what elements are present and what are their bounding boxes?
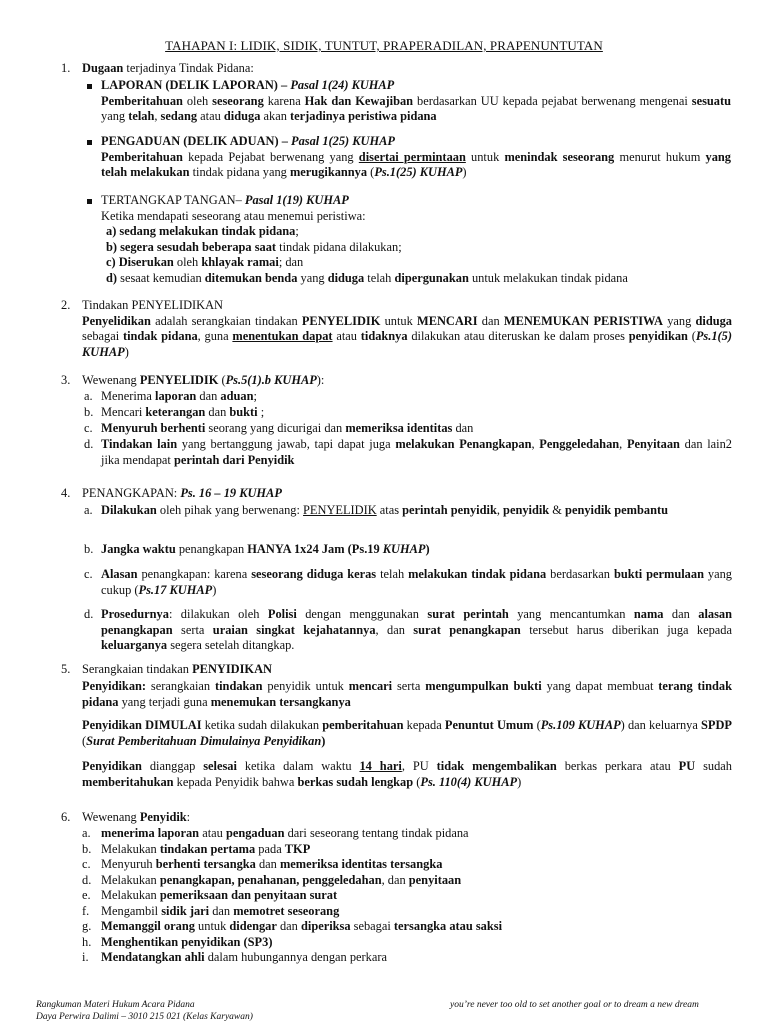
bullet-icon [87,140,92,145]
list-item-text: Melakukan tindakan pertama pada TKP [101,841,311,856]
section-2-text: Penyelidikan adalah serangkaian tindakan PENYELIDIK untuk MENCARI dan MENEMUKAN PERISTIWA yang diduga sebagai tindak pidana, guna menentukan dapat atau tidaknya dilakukan atau diteruskan ke dalam proses penyidikan (Ps.1(5) KUHAP) [82,313,733,359]
list-item-text: Melakukan penangkapan, penahanan, penggeledahan, dan penyitaan [101,872,462,887]
tertangkap-a: a) sedang melakukan tindak pidana; [106,224,299,238]
list-item [82,935,732,951]
pengaduan-block [101,134,731,181]
bullet-icon [87,84,92,89]
list-item [82,842,732,858]
pengaduan-heading: PENGADUAN (DELIK ADUAN) – Pasal 1(25) KUHAP [101,134,395,148]
list-label: b. [84,405,94,419]
list-item-text: Menghentikan penyidikan (SP3) [101,934,273,949]
list-item [82,826,732,842]
section-4-item-c: Alasan penangkapan: karena seseorang diduga keras telah melakukan tindak pidana berdasarkan bukti permulaan yang cukup (Ps.17 KUHAP) [101,567,733,597]
tertangkap-d: d) sesaat kemudian ditemukan benda yang diduga telah dipergunakan untuk melakukan tindak pidana [106,270,628,285]
section-2-number: 2. [61,298,71,312]
section-5-para-3: Penyidikan dianggap selesai ketika dalam waktu 14 hari, PU tidak mengembalikan berkas perkara atau PU sudah memberitahukan kepada Penyidik bahwa berkas sudah lengkap (Ps. 110(4) KUHAP) [82,759,732,789]
list-item [82,950,732,966]
tertangkap-block [101,193,731,286]
list-label: a. [84,503,93,517]
list-label: c. [84,421,93,435]
section-3-item-b: Mencari keterangan dan bukti ; [101,405,265,419]
list-item-text: Mengambil sidik jari dan memotret seseorang [101,903,340,918]
list-label: e. [82,888,91,902]
list-item [82,857,732,873]
section-2 [82,298,732,360]
bullet-icon [87,199,92,204]
list-label: f. [82,903,90,918]
laporan-text: Pemberitahuan oleh seseorang karena Hak dan Kewajiban berdasarkan UU kepada pejabat berwenang mengenai sesuatu yang telah, sedang atau diduga akan terjadinya peristiwa pidana [101,93,731,123]
tertangkap-c: c) Diserukan oleh khlayak ramai; dan [106,255,304,269]
section-6-list [82,826,732,966]
footer-quote: you’re never too old to set another goal or to dream a new dream [450,1000,699,1010]
tertangkap-intro: Ketika mendapati seseorang atau menemui peristiwa: [101,208,366,223]
laporan-heading: LAPORAN (DELIK LAPORAN) – Pasal 1(24) KUHAP [101,78,395,92]
section-3-heading: Wewenang PENYELIDIK (Ps.5(1).b KUHAP): [82,373,325,387]
list-item [82,904,732,920]
footer-left [36,999,253,1023]
list-label: c. [84,567,93,581]
list-item [82,873,732,889]
list-label: a. [82,826,91,840]
list-label: d. [82,872,92,887]
section-4-item-b: Jangka waktu penangkapan HANYA 1x24 Jam (Ps.19 KUHAP) [101,542,430,556]
section-1-number: 1. [61,61,71,75]
section-6-heading: Wewenang Penyidik: [82,810,191,824]
list-item-text: Memanggil orang untuk didengar dan diperiksa sebagai tersangka atau saksi [101,919,503,933]
section-5-heading: Serangkaian tindakan PENYIDIKAN [82,662,272,676]
list-label: c. [82,857,91,871]
list-label: a. [84,389,93,403]
list-item [82,888,732,904]
section-3-number: 3. [61,373,71,387]
list-item-text: menerima laporan atau pengaduan dari seseorang tentang tindak pidana [101,826,469,840]
section-5-number: 5. [61,662,71,676]
footer-course: Rangkuman Materi Hukum Acara Pidana [36,1000,195,1010]
section-6-number: 6. [61,810,71,824]
footer-author: Daya Perwira Dalimi – 3010 215 021 (Kelas Karyawan) [36,1012,253,1022]
list-item-text: Menyuruh berhenti tersangka dan memeriksa identitas tersangka [101,857,443,871]
list-label: d. [84,607,94,621]
tertangkap-heading: TERTANGKAP TANGAN– Pasal 1(19) KUHAP [101,193,349,207]
section-3-item-a: Menerima laporan dan aduan; [101,389,257,403]
list-label: i. [82,950,89,964]
section-4-item-d: Prosedurnya: dilakukan oleh Polisi dengan menggunakan surat perintah yang mencantumkan nama dan alasan penangkapan serta uraian singkat kejahatannya, dan surat penangkapan tersebut harus diberikan juga kepada keluarganya segera setelah ditangkap. [101,607,732,652]
section-2-heading: Tindakan PENYELIDIKAN [82,298,223,312]
list-item [82,919,732,935]
list-label: b. [84,542,94,556]
laporan-block [101,78,731,125]
tertangkap-b: b) segera sesudah beberapa saat tindak pidana dilakukan; [106,239,402,254]
list-item-text: Melakukan pemeriksaan dan penyitaan surat [101,888,338,902]
list-label: b. [82,841,92,856]
page-title: TAHAPAN I: LIDIK, SIDIK, TUNTUT, PRAPERADILAN, PRAPENUNTUTAN [165,38,603,53]
section-4-item-a: Dilakukan oleh pihak yang berwenang: PENYELIDIK atas perintah penyidik, penyidik & penyidik pembantu [101,503,668,517]
section-5-para-2: Penyidikan DIMULAI ketika sudah dilakukan pemberitahuan kepada Penuntut Umum (Ps.109 KUHAP) dan keluarnya SPDP (Surat Pemberitahuan Dimulainya Penyidikan) [82,718,732,748]
pengaduan-text: Pemberitahuan kepada Pejabat berwenang yang disertai permintaan untuk menindak seseorang menurut hukum yang telah melakukan tindak pidana yang merugikannya (Ps.1(25) KUHAP) [101,149,731,179]
list-label: h. [82,934,92,949]
list-label: g. [82,919,92,933]
section-5-para-1: Penyidikan: serangkaian tindakan penyidik untuk mencari serta mengumpulkan bukti yang dapat membuat terang tindak pidana yang terjadi guna menemukan tersangkanya [82,679,732,709]
section-4-number: 4. [61,486,71,500]
list-label: d. [84,437,94,451]
list-item-text: Mendatangkan ahli dalam hubungannya dengan perkara [101,950,387,964]
section-3-item-c: Menyuruh berhenti seorang yang dicurigai dan memeriksa identitas dan [101,421,474,435]
section-3-item-d: Tindakan lain yang bertanggung jawab, tapi dapat juga melakukan Penangkapan, Penggeledahan, Penyitaan dan lain2 jika mendapat perintah dari Penyidik [101,437,732,467]
section-1-heading: Dugaan terjadinya Tindak Pidana: [82,61,254,75]
section-4-heading: PENANGKAPAN: Ps. 16 – 19 KUHAP [82,486,282,500]
